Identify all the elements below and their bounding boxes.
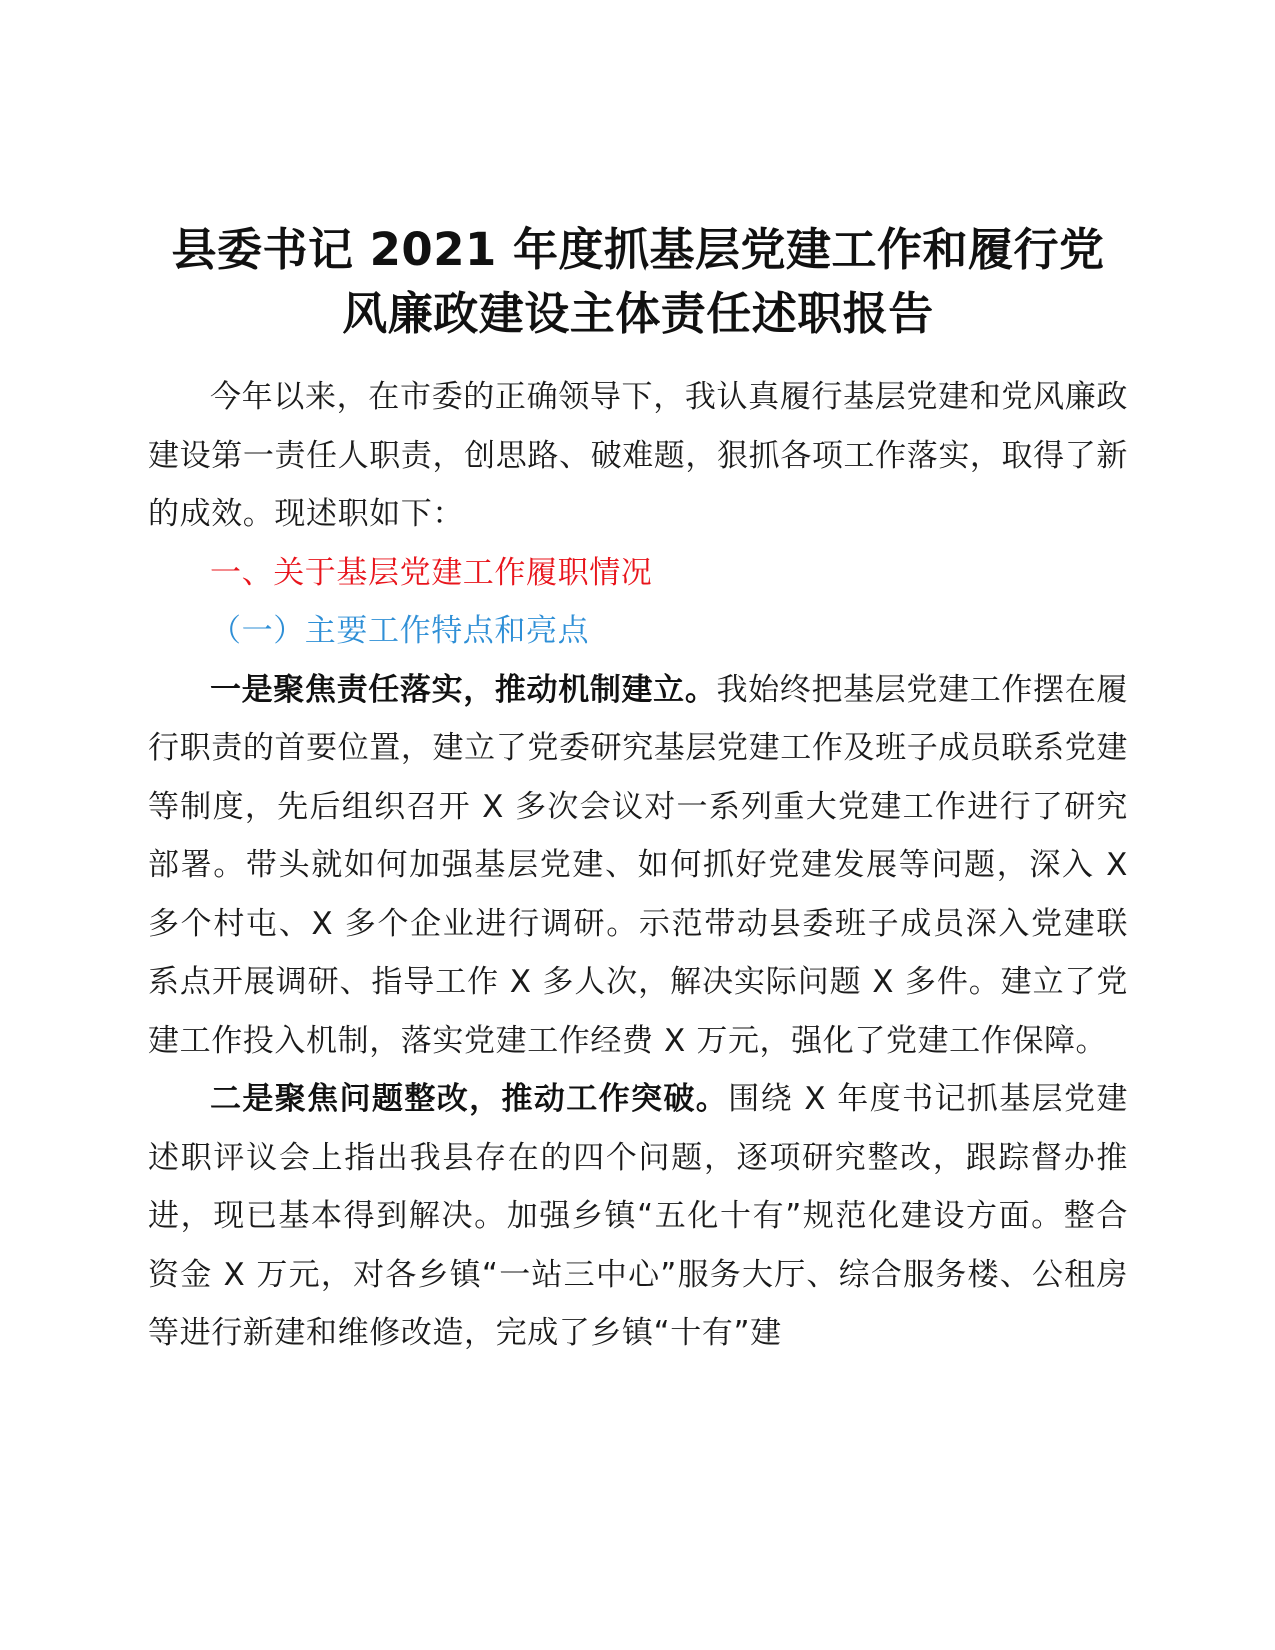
title-line-2: 风廉政建设主体责任述职报告: [342, 287, 934, 340]
document-page: [148, 218, 1128, 1363]
section-heading-1: 一、关于基层党建工作履职情况: [210, 554, 653, 591]
point-2-paragraph: [148, 1070, 1128, 1363]
intro-paragraph: 今年以来，在市委的正确领导下，我认真履行基层党建和党风廉政建设第一责任人职责，创思路、破难题，狠抓各项工作落实，取得了新的成效。现述职如下：: [148, 379, 1128, 532]
point-1-paragraph: [148, 661, 1128, 1071]
title-line-1: 县委书记 2021 年度抓基层党建工作和履行党: [171, 223, 1105, 276]
subsection-heading-1: （一）主要工作特点和亮点: [210, 613, 590, 649]
point-2-body: 围绕 X 年度书记抓基层党建述职评议会上指出我县存在的四个问题，逐项研究整改，跟踪督办推进，现已基本得到解决。加强乡镇“五化十有”规范化建设方面。整合资金 X 万元，对各乡镇“一站三中心”服务大厅、综合服务楼、公租房等进行新建和维修改造，完成了乡镇“十有”建: [148, 1081, 1128, 1351]
point-1-body: 我始终把基层党建工作摆在履行职责的首要位置，建立了党委研究基层党建工作及班子成员联系党建等制度，先后组织召开 X 多次会议对一系列重大党建工作进行了研究部署。带头就如何加强基层党建、如何抓好党建发展等问题，深入 X 多个村屯、X 多个企业进行调研。示范带动县委班子成员深入党建联系点开展调研、指导工作 X 多人次，解决实际问题 X 多件。建立了党建工作投入机制，落实党建工作经费 X 万元，强化了党建工作保障。: [148, 671, 1128, 1059]
document-title: [148, 218, 1128, 346]
point-2-lead: 二是聚焦问题整改，推动工作突破。: [210, 1081, 729, 1117]
point-1-lead: 一是聚焦责任落实，推动机制建立。: [210, 671, 717, 708]
